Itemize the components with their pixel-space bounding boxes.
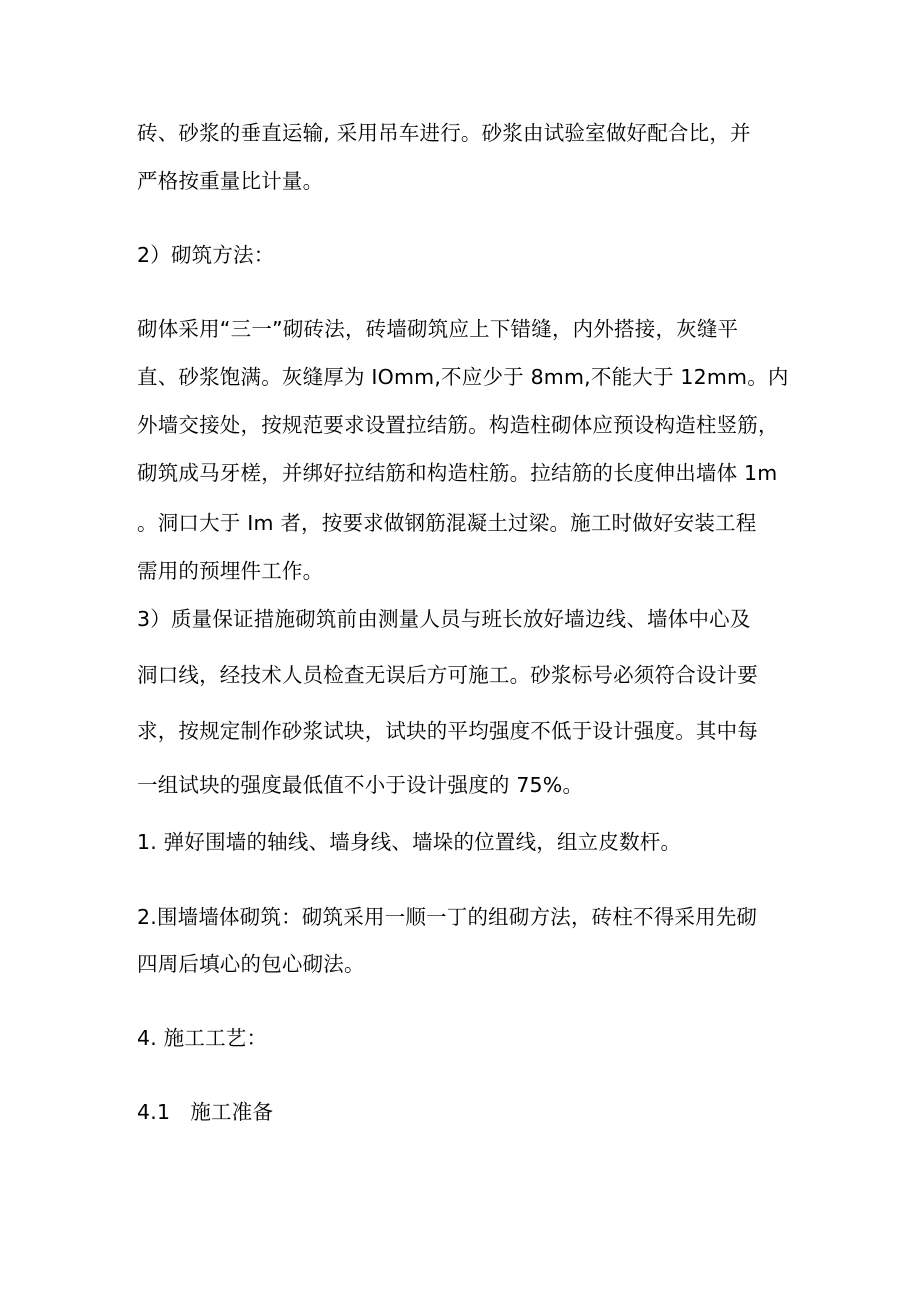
paragraph-2-line-6: 需用的预埋件工作。 xyxy=(137,559,324,583)
paragraph-2-line-5: 。洞口大于 Im 者，按要求做钢筋混凝土过梁。施工时做好安装工程 xyxy=(137,511,757,535)
heading-construction-process: 4. 施工工艺： xyxy=(137,1026,268,1050)
paragraph-2-line-4: 砌筑成马牙槎，并绑好拉结筋和构造柱筋。拉结筋的长度伸出墙体 1m xyxy=(137,461,778,485)
paragraph-2-line-2: 直、砂浆饱满。灰缝厚为 IOmm,不应少于 8mm,不能大于 12mm。内 xyxy=(137,365,789,389)
list-item-1: 1. 弹好围墙的轴线、墙身线、墙垛的位置线，组立皮数杆。 xyxy=(137,830,682,854)
list-item-2-line-1: 2.围墙墙体砌筑：砌筑采用一顺一丁的组砌方法，砖柱不得采用先砌 xyxy=(137,905,758,929)
paragraph-2-line-1: 砌体采用“三一”砌砖法，砖墙砌筑应上下错缝，内外搭接，灰缝平 xyxy=(137,317,739,341)
paragraph-3-line-2: 洞口线，经技术人员检查无误后方可施工。砂浆标号必须符合设计要 xyxy=(137,663,758,687)
paragraph-3-line-3: 求，按规定制作砂浆试块，试块的平均强度不低于设计强度。其中每 xyxy=(137,719,758,743)
paragraph-3-line-4: 一组试块的强度最低值不小于设计强度的 75%。 xyxy=(137,773,584,797)
heading-construction-method: 2）砌筑方法： xyxy=(137,243,275,267)
list-item-2-line-2: 四周后填心的包心砌法。 xyxy=(137,952,365,976)
paragraph-1-line-1: 砖、砂浆的垂直运输, 采用吊车进行。砂浆由试验室做好配合比，并 xyxy=(137,121,751,145)
heading-construction-preparation: 4.1 施工准备 xyxy=(137,1100,274,1124)
paragraph-3-line-1: 3）质量保证措施砌筑前由测量人员与班长放好墙边线、墙体中心及 xyxy=(137,607,751,631)
paragraph-2-line-3: 外墙交接处，按规范要求设置拉结筋。构造柱砌体应预设构造柱竖筋， xyxy=(137,413,779,437)
paragraph-1-line-2: 严格按重量比计量。 xyxy=(137,169,324,193)
